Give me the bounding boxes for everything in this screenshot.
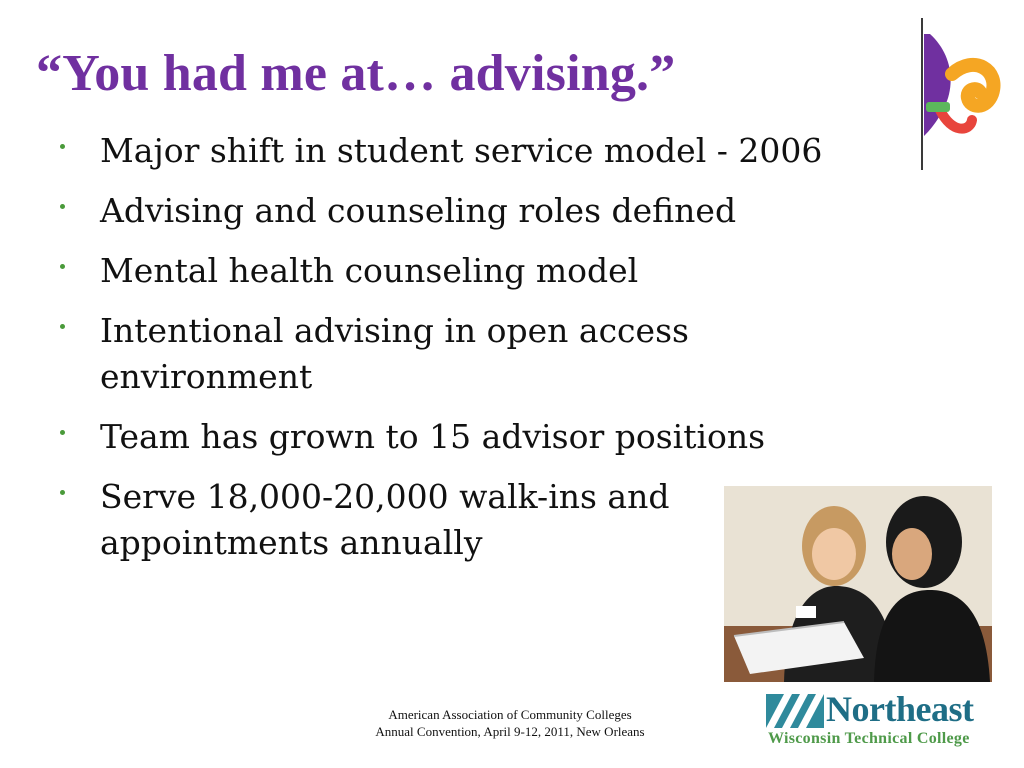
bullet-text: Major shift in student service model - 2006 <box>100 131 823 170</box>
bullet-text: Team has grown to 15 advisor positions <box>100 417 766 456</box>
slide-title: “You had me at… advising.” <box>36 45 676 102</box>
bullet-dot-icon <box>60 490 65 495</box>
bullet-item <box>60 414 880 460</box>
bullet-item <box>60 188 880 234</box>
college-name: Northeast <box>826 689 974 729</box>
bullet-dot-icon <box>60 430 65 435</box>
footer-line-1: American Association of Community Colleges <box>388 707 632 722</box>
bullet-item <box>60 128 880 174</box>
bullet-item <box>60 248 880 294</box>
bullet-dot-icon <box>60 264 65 269</box>
bullet-text: Serve 18,000-20,000 walk-ins and appointments annually <box>100 477 670 562</box>
bullet-dot-icon <box>60 204 65 209</box>
college-subtitle: Wisconsin Technical College <box>768 730 970 747</box>
bullet-text: Intentional advising in open access environment <box>100 311 689 396</box>
bullet-item <box>60 308 880 400</box>
bullet-text: Advising and counseling roles defined <box>100 191 737 230</box>
photo-illustration <box>724 486 992 682</box>
college-logo <box>766 690 996 754</box>
bullet-text: Mental health counseling model <box>100 251 639 290</box>
college-logo-mark-icon <box>766 694 824 728</box>
footer-line-2: Annual Convention, April 9-12, 2011, New Orleans <box>375 724 645 739</box>
bullet-dot-icon <box>60 324 65 329</box>
advising-photo <box>724 486 992 682</box>
footer <box>340 706 680 740</box>
bullet-dot-icon <box>60 144 65 149</box>
fleur-de-lis-icon <box>922 24 1002 144</box>
